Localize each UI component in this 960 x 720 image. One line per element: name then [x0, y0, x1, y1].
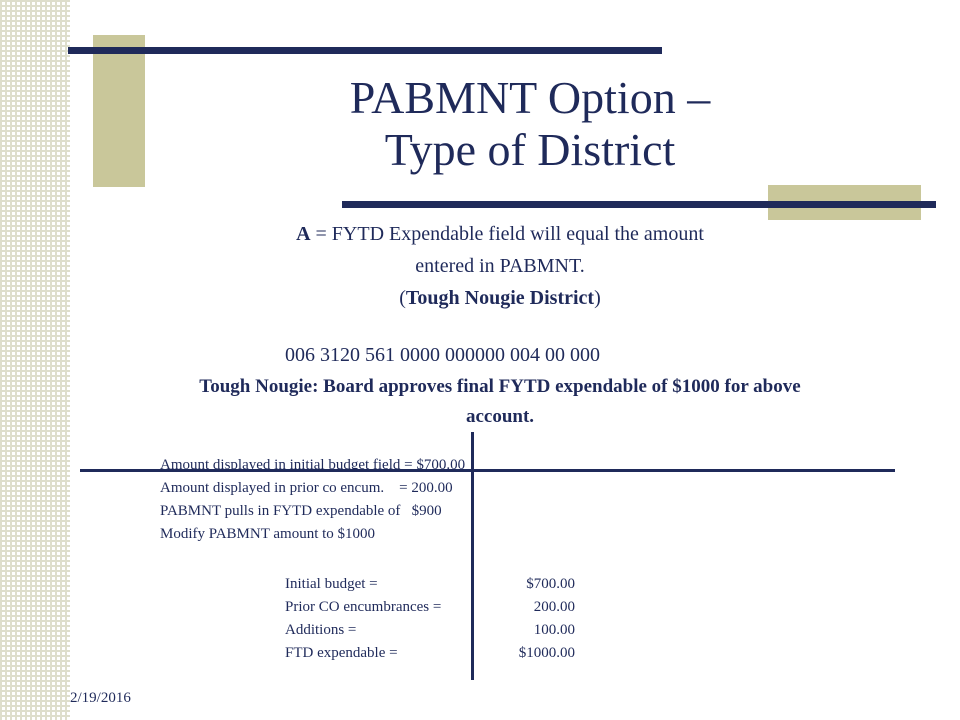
paren-close: ): [594, 287, 601, 309]
top-rule: [68, 47, 662, 54]
bottom-rule: [342, 201, 936, 208]
calc-value: 200.00: [533, 599, 575, 615]
district-name: Tough Nougie District: [405, 287, 595, 309]
tan-block-left: [93, 35, 145, 187]
subtitle-rest: = FYTD Expendable field will equal the amount: [310, 223, 704, 245]
title-line-1: PABMNT Option –: [349, 72, 711, 123]
calc-label: FTD expendable =: [285, 645, 398, 661]
note-line-1: Tough Nougie: Board approves final FYTD expendable of $1000 for above: [199, 376, 801, 397]
subtitle-line-1: [100, 218, 900, 250]
notes-list: [160, 454, 465, 546]
title-line-2: Type of District: [384, 124, 676, 175]
calc-row: [285, 619, 575, 642]
slide-date: 2/19/2016: [70, 690, 131, 706]
note-item-1: Amount displayed in initial budget field = $700.00: [160, 457, 466, 473]
calculation-block: [285, 573, 575, 665]
account-number: 006 3120 561 0000 000000 004 00 000: [285, 344, 600, 366]
paren-open: (: [399, 287, 406, 309]
side-pattern: [0, 0, 70, 720]
slide-title: [290, 72, 770, 176]
note-item-3: PABMNT pulls in FYTD expendable of $900: [160, 503, 442, 519]
note-item-2: Amount displayed in prior co encum. = 200.00: [160, 480, 453, 496]
subtitle-line-3: [100, 282, 900, 314]
calc-label: Prior CO encumbrances =: [285, 599, 442, 615]
subtitle-prefix: A: [296, 223, 311, 245]
board-note: [100, 372, 900, 432]
calc-row: [285, 642, 575, 665]
subtitle-block: [100, 218, 900, 314]
subtitle-line-2: entered in PABMNT.: [415, 255, 585, 277]
calc-value: 100.00: [533, 622, 575, 638]
note-item-4: Modify PABMNT amount to $1000: [160, 526, 376, 542]
calc-value: $1000.00: [518, 645, 575, 661]
calc-row: [285, 573, 575, 596]
calc-label: Additions =: [285, 622, 357, 638]
note-line-2: account.: [465, 406, 535, 427]
calc-value: $700.00: [526, 576, 575, 592]
calc-label: Initial budget =: [285, 576, 378, 592]
calc-row: [285, 596, 575, 619]
